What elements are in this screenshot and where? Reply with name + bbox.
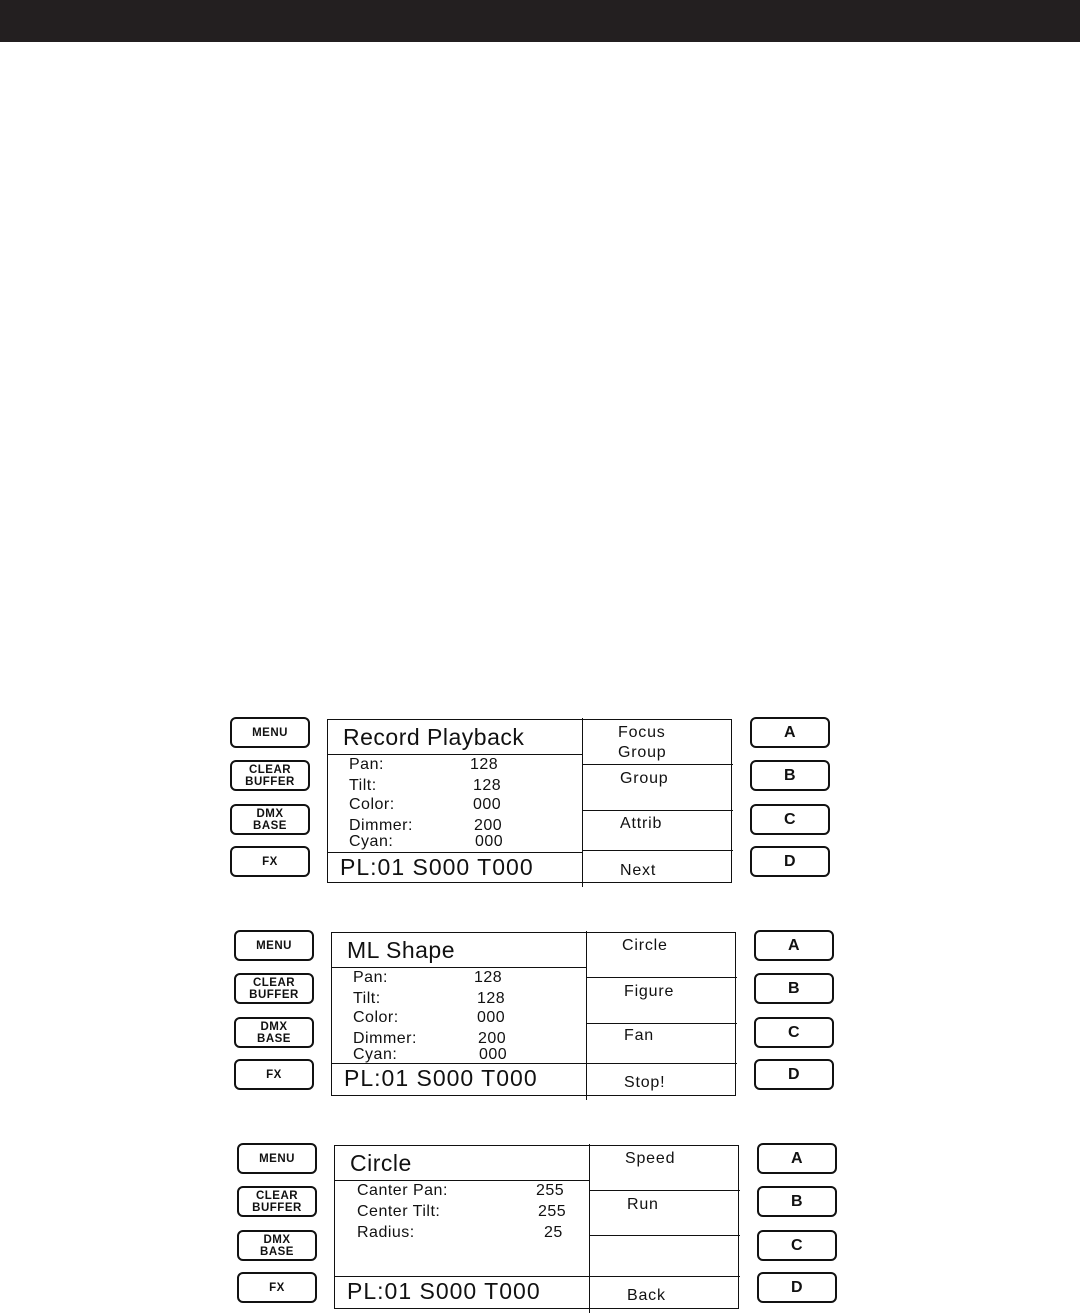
clear-buffer-label-line2: BUFFER xyxy=(245,775,295,788)
soft-key-d-label: D xyxy=(783,852,797,870)
status-line: PL:01 S000 T000 xyxy=(340,854,534,880)
soft-key-d-label: D xyxy=(790,1278,804,1296)
fx-button[interactable] xyxy=(237,1272,317,1303)
title-rule xyxy=(335,1180,589,1181)
param-value: 128 xyxy=(470,756,499,773)
soft-key-c[interactable] xyxy=(757,1230,837,1261)
title-rule xyxy=(328,754,582,755)
clear-buffer-button[interactable] xyxy=(234,973,314,1004)
clear-buffer-button[interactable] xyxy=(237,1186,317,1217)
clear-buffer-label-line1: CLEAR xyxy=(255,1189,299,1202)
header-bar xyxy=(0,0,1080,42)
panel-record-playback xyxy=(228,716,838,884)
soft-key-d-label: D xyxy=(787,1065,801,1083)
soft-key-a[interactable] xyxy=(750,717,830,748)
param-label: Color: xyxy=(349,796,395,813)
param-value: 128 xyxy=(477,990,506,1007)
screen-title: Circle xyxy=(350,1150,412,1176)
soft-key-b[interactable] xyxy=(757,1186,837,1217)
lcd-screen xyxy=(327,719,732,883)
dmx-base-label-line1: DMX xyxy=(263,1233,291,1246)
status-line: PL:01 S000 T000 xyxy=(344,1065,538,1091)
param-label: Cyan: xyxy=(349,833,394,850)
option-rule xyxy=(582,810,733,811)
lcd-screen xyxy=(331,932,736,1096)
fx-button[interactable] xyxy=(230,846,310,877)
option-b-label: Group xyxy=(620,770,669,787)
soft-key-b-label: B xyxy=(787,979,801,997)
param-label: Dimmer: xyxy=(353,1030,417,1047)
menu-button-label: MENU xyxy=(256,939,292,952)
lcd-divider xyxy=(582,718,583,887)
param-value: 255 xyxy=(536,1182,565,1199)
fx-button[interactable] xyxy=(234,1059,314,1090)
option-c-label: Attrib xyxy=(620,815,663,832)
fx-button-label: FX xyxy=(266,1068,282,1081)
soft-key-a-label: A xyxy=(787,936,801,954)
option-d-label: Back xyxy=(627,1287,666,1304)
soft-key-b-label: B xyxy=(790,1192,804,1210)
param-value: 000 xyxy=(475,833,504,850)
panel-circle xyxy=(235,1142,845,1310)
param-value: 200 xyxy=(474,817,503,834)
soft-key-a[interactable] xyxy=(754,930,834,961)
status-line: PL:01 S000 T000 xyxy=(347,1278,541,1304)
param-value: 128 xyxy=(474,969,503,986)
param-value: 200 xyxy=(478,1030,507,1047)
dmx-base-button[interactable] xyxy=(234,1017,314,1048)
dmx-base-button[interactable] xyxy=(230,804,310,835)
soft-key-b[interactable] xyxy=(750,760,830,791)
menu-button[interactable] xyxy=(234,930,314,961)
menu-button[interactable] xyxy=(230,717,310,748)
menu-button-label: MENU xyxy=(259,1152,295,1165)
lcd-divider xyxy=(586,931,587,1100)
param-label: Tilt: xyxy=(353,990,381,1007)
param-value: 128 xyxy=(473,777,502,794)
menu-button-label: MENU xyxy=(252,726,288,739)
option-d-label: Next xyxy=(620,862,657,879)
param-label: Radius: xyxy=(357,1224,415,1241)
status-rule xyxy=(328,852,582,853)
option-rule xyxy=(586,1063,737,1064)
menu-button[interactable] xyxy=(237,1143,317,1174)
panel-ml-shape xyxy=(232,929,842,1097)
option-rule xyxy=(582,764,733,765)
clear-buffer-label-line2: BUFFER xyxy=(252,1201,302,1214)
soft-key-c[interactable] xyxy=(750,804,830,835)
param-label: Cyan: xyxy=(353,1046,398,1063)
option-rule xyxy=(586,977,737,978)
option-c-label: Fan xyxy=(624,1027,654,1044)
param-label: Color: xyxy=(353,1009,399,1026)
screen-title: Record Playback xyxy=(343,724,525,750)
soft-key-c-label: C xyxy=(783,810,797,828)
screen-title: ML Shape xyxy=(347,937,455,963)
dmx-base-label-line1: DMX xyxy=(256,807,284,820)
option-a-text: Focus Group xyxy=(618,724,667,761)
param-value: 25 xyxy=(544,1224,563,1241)
soft-key-c-label: C xyxy=(787,1023,801,1041)
fx-button-label: FX xyxy=(262,855,278,868)
dmx-base-label-line1: DMX xyxy=(260,1020,288,1033)
param-value: 000 xyxy=(477,1009,506,1026)
soft-key-a-label: A xyxy=(790,1149,804,1167)
clear-buffer-label-line2: BUFFER xyxy=(249,988,299,1001)
soft-key-a[interactable] xyxy=(757,1143,837,1174)
soft-key-a-label: A xyxy=(783,723,797,741)
param-value: 000 xyxy=(473,796,502,813)
param-label: Canter Pan: xyxy=(357,1182,448,1199)
soft-key-d[interactable] xyxy=(757,1272,837,1303)
lcd-divider xyxy=(589,1144,590,1313)
dmx-base-label-line2: BASE xyxy=(257,1032,291,1045)
option-a-label xyxy=(618,723,666,763)
option-a-label: Speed xyxy=(625,1150,676,1167)
soft-key-c[interactable] xyxy=(754,1017,834,1048)
param-value: 000 xyxy=(479,1046,508,1063)
option-d-label: Stop! xyxy=(624,1074,666,1091)
option-rule xyxy=(589,1190,740,1191)
param-label: Center Tilt: xyxy=(357,1203,441,1220)
param-label: Pan: xyxy=(349,756,384,773)
option-b-label: Figure xyxy=(624,983,675,1000)
param-value: 255 xyxy=(538,1203,567,1220)
option-rule xyxy=(582,850,733,851)
status-rule xyxy=(335,1276,740,1277)
dmx-base-button[interactable] xyxy=(237,1230,317,1261)
dmx-base-label-line2: BASE xyxy=(253,819,287,832)
param-label: Dimmer: xyxy=(349,817,413,834)
soft-key-c-label: C xyxy=(790,1236,804,1254)
clear-buffer-label-line1: CLEAR xyxy=(252,976,296,989)
option-rule xyxy=(589,1235,740,1236)
soft-key-d[interactable] xyxy=(750,846,830,877)
soft-key-b[interactable] xyxy=(754,973,834,1004)
lcd-screen xyxy=(334,1145,739,1309)
param-label: Tilt: xyxy=(349,777,377,794)
option-a-label: Circle xyxy=(622,937,668,954)
param-label: Pan: xyxy=(353,969,388,986)
dmx-base-label-line2: BASE xyxy=(260,1245,294,1258)
soft-key-b-label: B xyxy=(783,766,797,784)
fx-button-label: FX xyxy=(269,1281,285,1294)
soft-key-d[interactable] xyxy=(754,1059,834,1090)
option-rule xyxy=(586,1023,737,1024)
clear-buffer-button[interactable] xyxy=(230,760,310,791)
clear-buffer-label-line1: CLEAR xyxy=(248,763,292,776)
option-b-label: Run xyxy=(627,1196,659,1213)
title-rule xyxy=(332,967,586,968)
